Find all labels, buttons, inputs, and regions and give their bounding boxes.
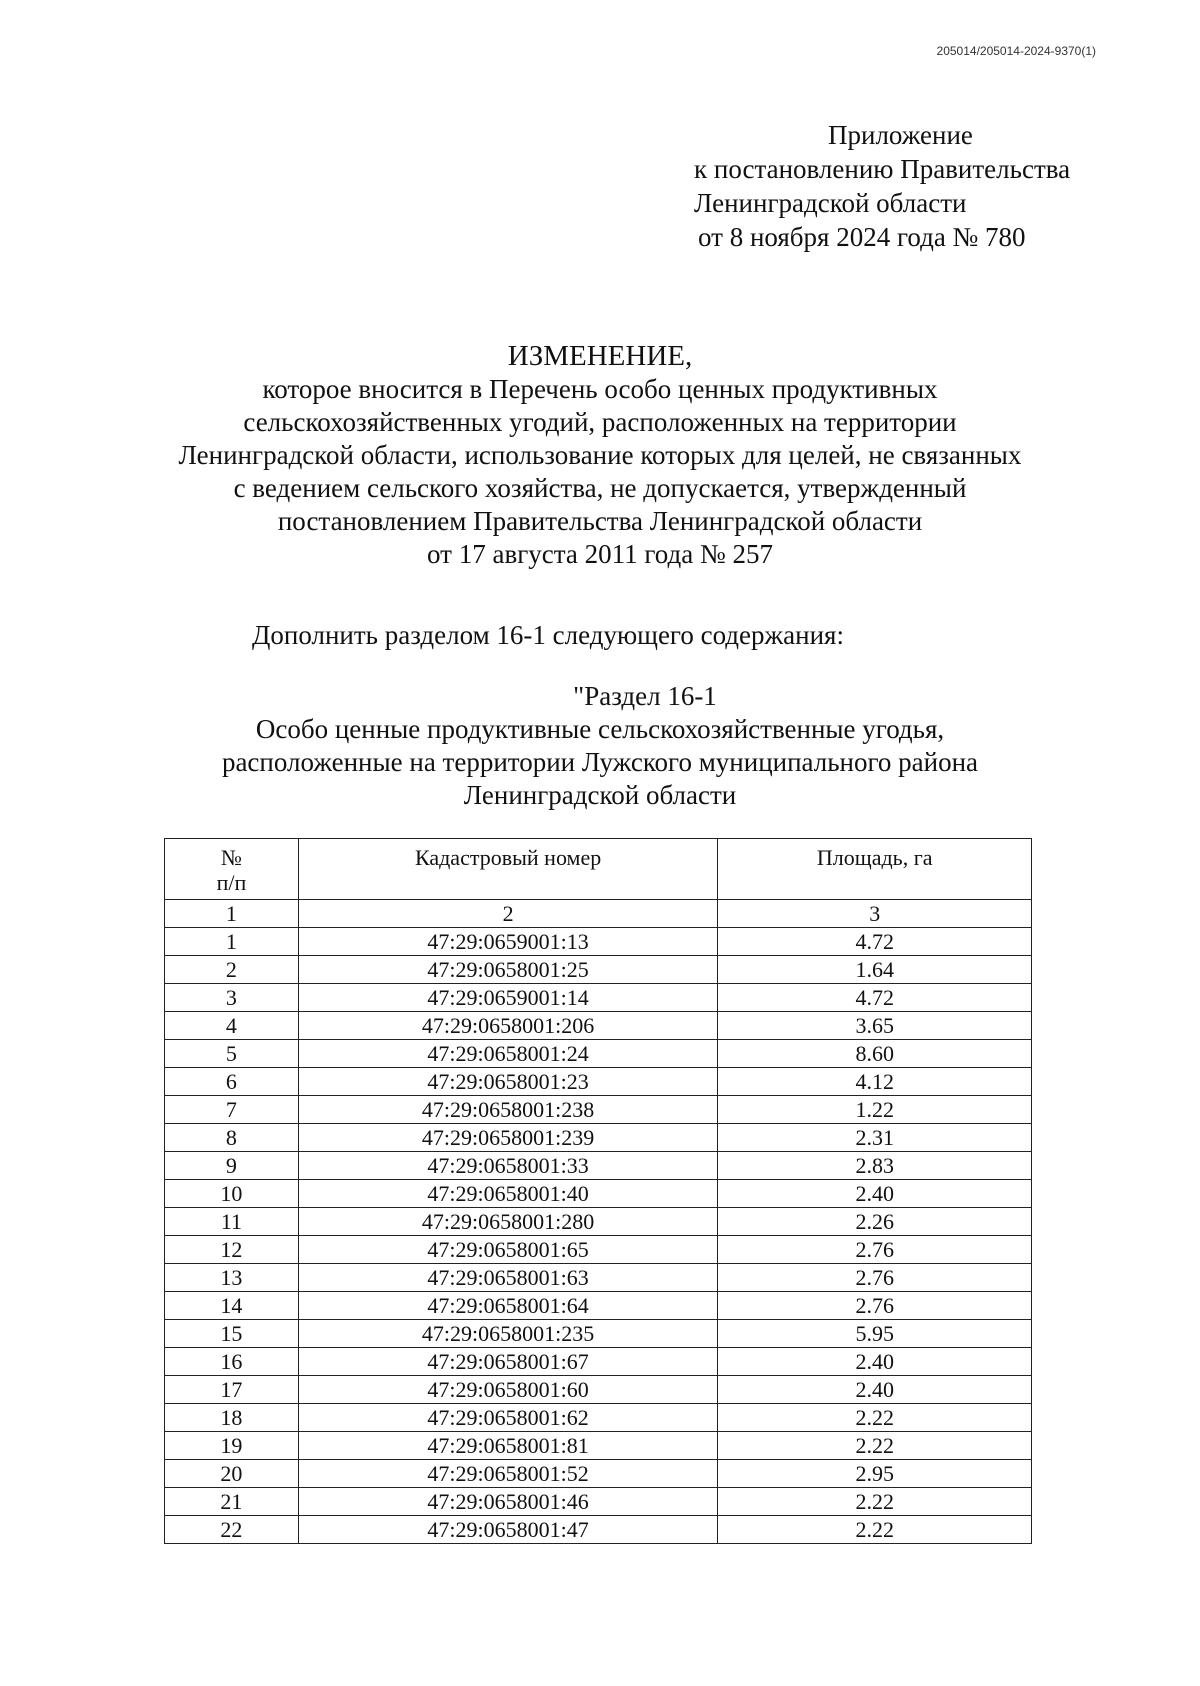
row-number: 15 xyxy=(165,1320,299,1348)
row-number: 16 xyxy=(165,1348,299,1376)
row-number: 7 xyxy=(165,1096,299,1124)
area-value: 2.31 xyxy=(718,1124,1032,1152)
table-row xyxy=(165,1208,1032,1236)
cadastral-number: 47:29:0659001:13 xyxy=(298,928,718,956)
area-value: 2.95 xyxy=(718,1460,1032,1488)
area-value: 2.40 xyxy=(718,1348,1032,1376)
table-row xyxy=(165,1488,1032,1516)
table-row xyxy=(165,956,1032,984)
cadastral-number: 47:29:0658001:23 xyxy=(298,1068,718,1096)
area-value: 2.40 xyxy=(718,1180,1032,1208)
table-row xyxy=(165,1376,1032,1404)
row-number: 9 xyxy=(165,1152,299,1180)
cadastral-number: 47:29:0658001:47 xyxy=(298,1516,718,1544)
row-number: 8 xyxy=(165,1124,299,1152)
appendix-line: Ленинградской области xyxy=(694,188,967,218)
area-value: 2.83 xyxy=(718,1152,1032,1180)
section-label: "Раздел 16-1 xyxy=(573,681,717,711)
row-number: 6 xyxy=(165,1068,299,1096)
row-number: 20 xyxy=(165,1460,299,1488)
table-row xyxy=(165,1180,1032,1208)
area-value: 1.64 xyxy=(718,956,1032,984)
table-row xyxy=(165,1012,1032,1040)
row-number: 21 xyxy=(165,1488,299,1516)
table-row xyxy=(165,1516,1032,1544)
cadastral-number: 47:29:0658001:64 xyxy=(298,1292,718,1320)
row-number: 18 xyxy=(165,1404,299,1432)
title-line: от 17 августа 2011 года № 257 xyxy=(427,539,773,569)
area-value: 2.22 xyxy=(718,1488,1032,1516)
area-value: 4.72 xyxy=(718,928,1032,956)
cadastral-number: 47:29:0658001:65 xyxy=(298,1236,718,1264)
header-area: Площадь, га xyxy=(718,839,1032,900)
area-value: 2.22 xyxy=(718,1432,1032,1460)
row-number: 2 xyxy=(165,956,299,984)
cadastral-number: 47:29:0658001:81 xyxy=(298,1432,718,1460)
row-number: 11 xyxy=(165,1208,299,1236)
area-value: 5.95 xyxy=(718,1320,1032,1348)
section-line: Ленинградской области xyxy=(463,780,737,810)
title-line: с ведением сельского хозяйства, не допускается, утвержденный xyxy=(233,473,967,503)
area-value: 4.12 xyxy=(718,1068,1032,1096)
table-row xyxy=(165,984,1032,1012)
title-line: которое вносится в Перечень особо ценных продуктивных xyxy=(262,374,938,404)
cadastral-number: 47:29:0658001:40 xyxy=(298,1180,718,1208)
area-value: 2.22 xyxy=(718,1516,1032,1544)
row-number: 13 xyxy=(165,1264,299,1292)
document-title xyxy=(0,340,1200,571)
supplement-text: Дополнить разделом 16-1 следующего содержания: xyxy=(252,620,844,650)
row-number: 3 xyxy=(165,984,299,1012)
table-row xyxy=(165,1124,1032,1152)
appendix-line: Приложение xyxy=(828,120,973,150)
table-row xyxy=(165,1096,1032,1124)
cadastral-number: 47:29:0658001:206 xyxy=(298,1012,718,1040)
row-number: 22 xyxy=(165,1516,299,1544)
area-value: 4.72 xyxy=(718,984,1032,1012)
row-number: 14 xyxy=(165,1292,299,1320)
table-row xyxy=(165,1264,1032,1292)
parcels-table xyxy=(164,838,1032,1544)
cadastral-number: 47:29:0658001:52 xyxy=(298,1460,718,1488)
area-value: 2.26 xyxy=(718,1208,1032,1236)
table-row xyxy=(165,1320,1032,1348)
row-number: 10 xyxy=(165,1180,299,1208)
cadastral-number: 47:29:0659001:14 xyxy=(298,984,718,1012)
table-row xyxy=(165,1292,1032,1320)
row-number: 4 xyxy=(165,1012,299,1040)
cadastral-number: 47:29:0658001:238 xyxy=(298,1096,718,1124)
row-number: 1 xyxy=(165,928,299,956)
header-num xyxy=(165,839,299,900)
area-value: 2.76 xyxy=(718,1264,1032,1292)
row-number: 19 xyxy=(165,1432,299,1460)
table-row xyxy=(165,928,1032,956)
cadastral-number: 47:29:0658001:239 xyxy=(298,1124,718,1152)
cadastral-number: 47:29:0658001:33 xyxy=(298,1152,718,1180)
header-num-line: № xyxy=(220,845,242,870)
table-row xyxy=(165,1432,1032,1460)
section-line: Особо ценные продуктивные сельскохозяйственные угодья, xyxy=(255,714,945,744)
column-number: 1 xyxy=(165,900,299,928)
table-row xyxy=(165,1460,1032,1488)
row-number: 17 xyxy=(165,1376,299,1404)
column-number-row xyxy=(165,900,1032,928)
appendix-block xyxy=(694,118,1114,254)
table-row xyxy=(165,1152,1032,1180)
title-line: постановлением Правительства Ленинградской области xyxy=(277,506,923,536)
area-value: 2.22 xyxy=(718,1404,1032,1432)
area-value: 8.60 xyxy=(718,1040,1032,1068)
cadastral-number: 47:29:0658001:63 xyxy=(298,1264,718,1292)
title-heading: ИЗМЕНЕНИЕ, xyxy=(507,340,693,372)
table-body xyxy=(165,928,1032,1544)
row-number: 5 xyxy=(165,1040,299,1068)
header-num-line: п/п xyxy=(216,870,247,895)
document-id: 205014/205014-2024-9370(1) xyxy=(936,44,1096,58)
header-cadastral: Кадастровый номер xyxy=(298,839,718,900)
cadastral-number: 47:29:0658001:24 xyxy=(298,1040,718,1068)
section-heading xyxy=(0,680,1200,812)
cadastral-number: 47:29:0658001:235 xyxy=(298,1320,718,1348)
table-row xyxy=(165,1068,1032,1096)
cadastral-number: 47:29:0658001:62 xyxy=(298,1404,718,1432)
cadastral-number: 47:29:0658001:25 xyxy=(298,956,718,984)
row-number: 12 xyxy=(165,1236,299,1264)
title-line: сельскохозяйственных угодий, расположенных на территории xyxy=(243,407,957,437)
column-number: 2 xyxy=(298,900,718,928)
area-value: 2.76 xyxy=(718,1292,1032,1320)
column-number: 3 xyxy=(718,900,1032,928)
area-value: 2.76 xyxy=(718,1236,1032,1264)
appendix-line: от 8 ноября 2024 года № 780 xyxy=(698,222,1026,252)
table-row xyxy=(165,1040,1032,1068)
section-line: расположенные на территории Лужского муниципального района xyxy=(221,747,979,777)
cadastral-number: 47:29:0658001:67 xyxy=(298,1348,718,1376)
cadastral-number: 47:29:0658001:280 xyxy=(298,1208,718,1236)
appendix-line: к постановлению Правительства xyxy=(694,154,1071,184)
table-row xyxy=(165,1404,1032,1432)
title-line: Ленинградской области, использование которых для целей, не связанных xyxy=(178,440,1022,470)
cadastral-number: 47:29:0658001:46 xyxy=(298,1488,718,1516)
table-row xyxy=(165,1236,1032,1264)
area-value: 1.22 xyxy=(718,1096,1032,1124)
cadastral-number: 47:29:0658001:60 xyxy=(298,1376,718,1404)
table-header-row xyxy=(165,839,1032,900)
area-value: 2.40 xyxy=(718,1376,1032,1404)
area-value: 3.65 xyxy=(718,1012,1032,1040)
table-row xyxy=(165,1348,1032,1376)
